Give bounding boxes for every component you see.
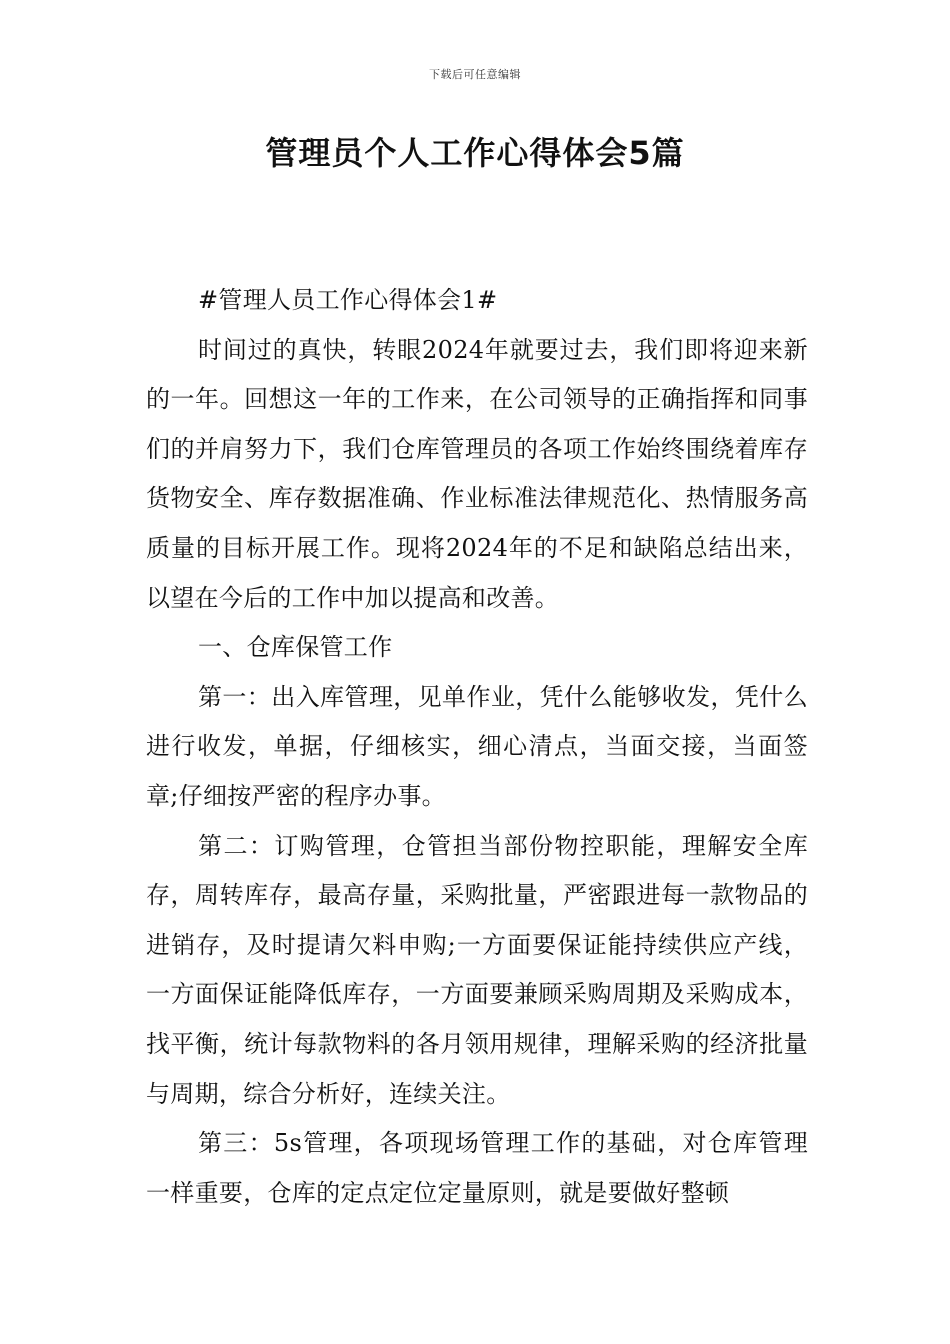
subsection-heading: 一、仓库保管工作 — [198, 633, 393, 662]
paragraph-first: 第一：出入库管理，见单作业，凭什么能够收发，凭什么进行收发，单据，仔细核实，细心清点，当面交接，当面签章;仔细按严密的程序办事。 — [146, 682, 808, 810]
paragraph-intro: 时间过的真快，转眼2024年就要过去，我们即将迎来新的一年。回想这一年的工作来，在公司领导的正确指挥和同事们的并肩努力下，我们仓库管理员的各项工作始终围绕着库存货物安全、库存数据准确、作业标准法律规范化、热情服务高质量的目标开展工作。现将2024年的不足和缺陷总结出来，以望在今后的工作中加以提高和改善。 — [146, 335, 808, 612]
paragraph-third: 第三：5s管理，各项现场管理工作的基础，对仓库管理一样重要，仓库的定点定位定量原则，就是要做好整顿 — [146, 1129, 808, 1207]
paragraph-second: 第二：订购管理，仓管担当部份物控职能，理解安全库存，周转库存，最高存量，采购批量，严密跟进每一款物品的进销存，及时提请欠料申购;一方面要保证能持续供应产线，一方面保证能降低库存，一方面要兼顾采购周期及采购成本，找平衡，统计每款物料的各月领用规律，理解采购的经济批量与周期，综合分析好，连续关注。 — [146, 831, 808, 1108]
document-title: 管理员个人工作心得体会5篇 — [265, 134, 685, 172]
section-heading: #管理人员工作心得体会1# — [198, 286, 498, 314]
document-body — [146, 276, 808, 1218]
header-note: 下载后可任意编辑 — [429, 68, 521, 81]
